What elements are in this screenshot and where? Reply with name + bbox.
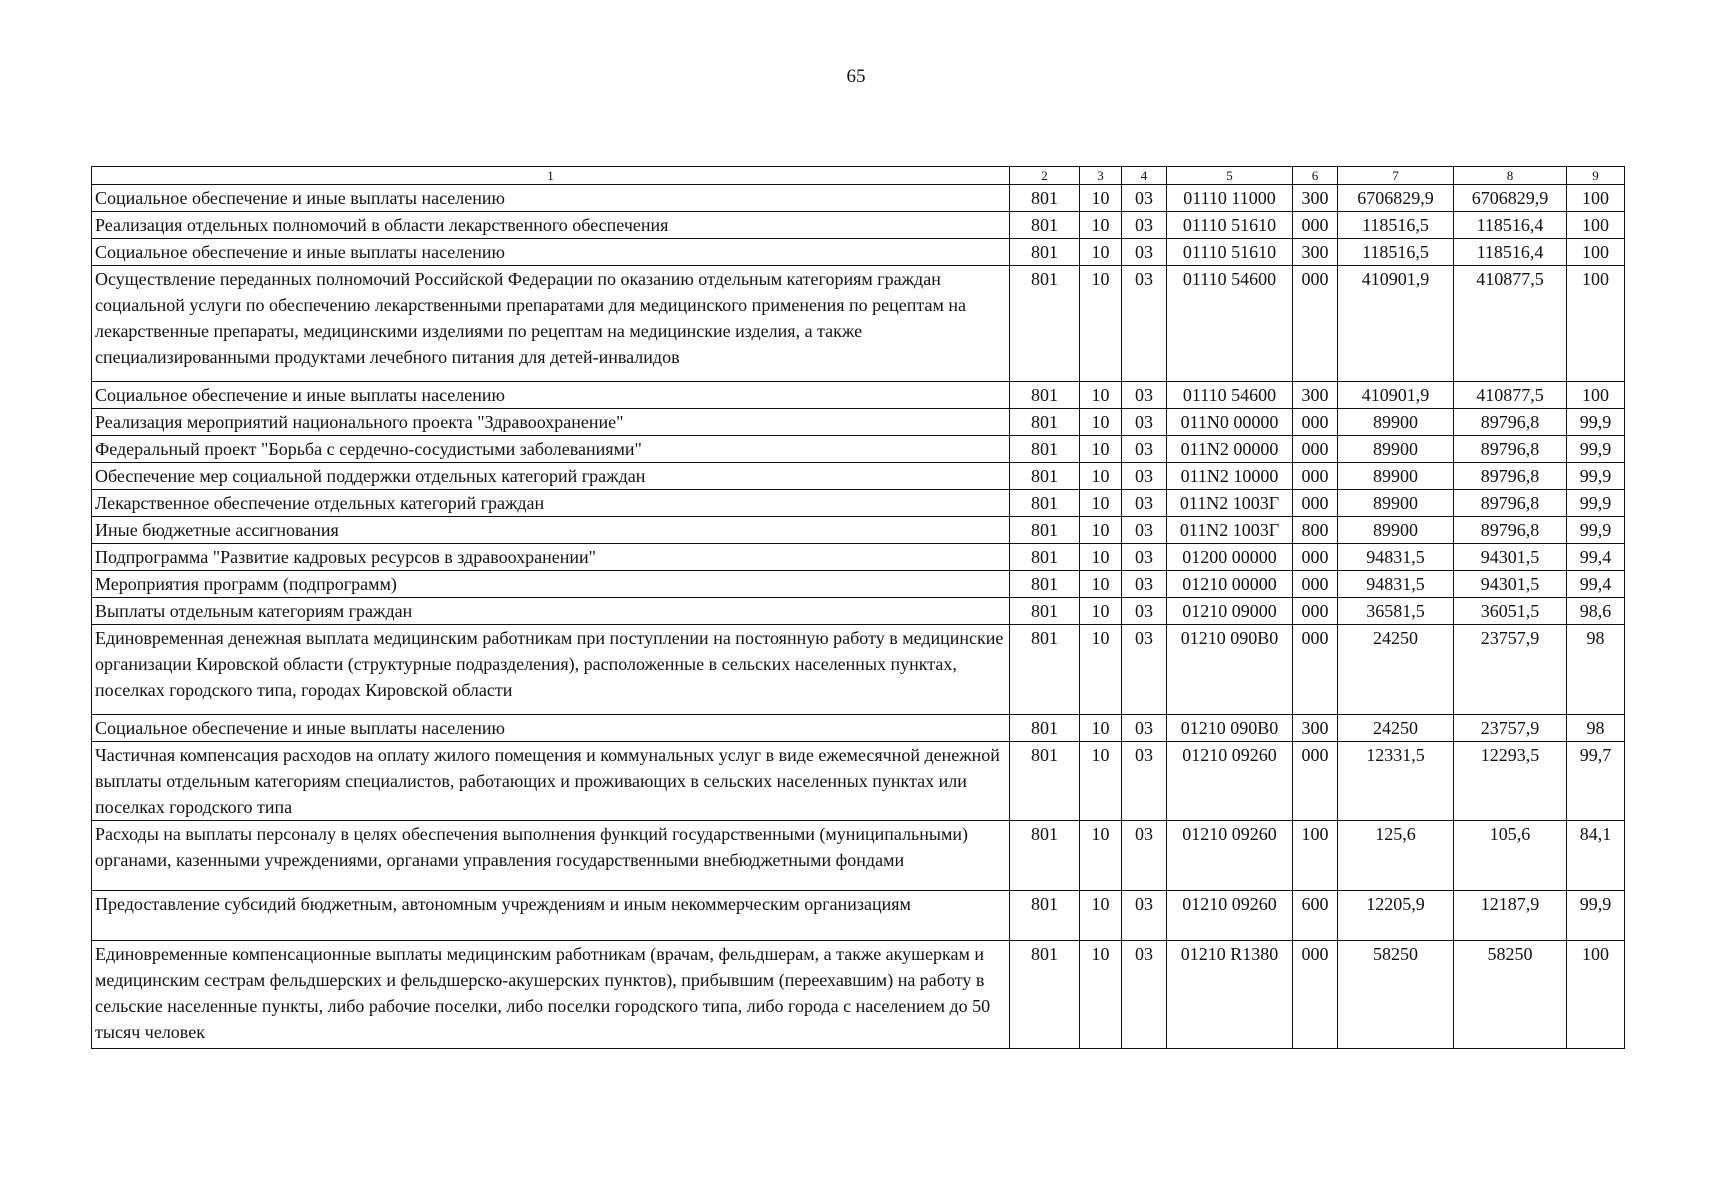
table-row [92, 742, 1625, 821]
cell-percent: 99,9 [1567, 409, 1625, 436]
cell-target-article: 011N2 00000 [1167, 436, 1293, 463]
cell-expense-type: 000 [1293, 490, 1338, 517]
cell-percent: 99,9 [1567, 463, 1625, 490]
cell-planned: 125,6 [1338, 821, 1454, 891]
table-row [92, 239, 1625, 266]
cell-target-article: 01110 51610 [1167, 212, 1293, 239]
cell-percent: 100 [1567, 212, 1625, 239]
cell-section: 10 [1080, 544, 1122, 571]
cell-ministry-code: 801 [1010, 463, 1080, 490]
cell-ministry-code: 801 [1010, 821, 1080, 891]
cell-section: 10 [1080, 212, 1122, 239]
cell-ministry-code: 801 [1010, 239, 1080, 266]
cell-subsection: 03 [1122, 382, 1167, 409]
cell-executed: 89796,8 [1454, 463, 1567, 490]
cell-target-article: 011N2 1003Г [1167, 490, 1293, 517]
table-row [92, 821, 1625, 891]
cell-section: 10 [1080, 239, 1122, 266]
column-header: 4 [1122, 167, 1167, 185]
cell-planned: 36581,5 [1338, 598, 1454, 625]
table-row [92, 715, 1625, 742]
table-row [92, 436, 1625, 463]
cell-ministry-code: 801 [1010, 715, 1080, 742]
column-header: 2 [1010, 167, 1080, 185]
budget-table [91, 166, 1625, 1049]
cell-executed: 118516,4 [1454, 239, 1567, 266]
cell-section: 10 [1080, 715, 1122, 742]
cell-name: Иные бюджетные ассигнования [92, 517, 1010, 544]
cell-subsection: 03 [1122, 625, 1167, 715]
cell-percent: 100 [1567, 185, 1625, 212]
cell-subsection: 03 [1122, 463, 1167, 490]
cell-ministry-code: 801 [1010, 517, 1080, 544]
cell-executed: 94301,5 [1454, 544, 1567, 571]
table-row [92, 941, 1625, 1049]
cell-percent: 99,9 [1567, 436, 1625, 463]
cell-executed: 58250 [1454, 941, 1567, 1049]
table-row [92, 266, 1625, 382]
cell-subsection: 03 [1122, 821, 1167, 891]
cell-percent: 98,6 [1567, 598, 1625, 625]
cell-executed: 105,6 [1454, 821, 1567, 891]
cell-name: Единовременная денежная выплата медицинским работникам при поступлении на постоянную работу в медицинские организации Кировской области (структурные подразделения), расположенные в сельских населенных пунктах, поселках городского типа, городах Кировской области [92, 625, 1010, 715]
cell-target-article: 01210 090В0 [1167, 625, 1293, 715]
cell-expense-type: 000 [1293, 212, 1338, 239]
cell-name: Социальное обеспечение и иные выплаты населению [92, 382, 1010, 409]
cell-executed: 94301,5 [1454, 571, 1567, 598]
cell-executed: 6706829,9 [1454, 185, 1567, 212]
cell-name: Выплаты отдельным категориям граждан [92, 598, 1010, 625]
column-header: 7 [1338, 167, 1454, 185]
cell-planned: 89900 [1338, 463, 1454, 490]
cell-planned: 94831,5 [1338, 571, 1454, 598]
cell-planned: 6706829,9 [1338, 185, 1454, 212]
cell-subsection: 03 [1122, 941, 1167, 1049]
cell-target-article: 01210 09260 [1167, 891, 1293, 941]
cell-name: Социальное обеспечение и иные выплаты населению [92, 185, 1010, 212]
cell-subsection: 03 [1122, 598, 1167, 625]
cell-percent: 84,1 [1567, 821, 1625, 891]
cell-name: Федеральный проект "Борьба с сердечно-сосудистыми заболеваниями" [92, 436, 1010, 463]
cell-percent: 98 [1567, 715, 1625, 742]
cell-planned: 12331,5 [1338, 742, 1454, 821]
cell-name: Подпрограмма "Развитие кадровых ресурсов в здравоохранении" [92, 544, 1010, 571]
cell-section: 10 [1080, 266, 1122, 382]
cell-subsection: 03 [1122, 409, 1167, 436]
cell-target-article: 01210 09260 [1167, 742, 1293, 821]
cell-planned: 24250 [1338, 715, 1454, 742]
cell-name: Лекарственное обеспечение отдельных категорий граждан [92, 490, 1010, 517]
cell-percent: 99,9 [1567, 891, 1625, 941]
cell-planned: 94831,5 [1338, 544, 1454, 571]
column-header: 1 [92, 167, 1010, 185]
cell-expense-type: 600 [1293, 891, 1338, 941]
cell-expense-type: 300 [1293, 239, 1338, 266]
cell-planned: 410901,9 [1338, 266, 1454, 382]
cell-expense-type: 000 [1293, 266, 1338, 382]
table-row [92, 598, 1625, 625]
cell-ministry-code: 801 [1010, 598, 1080, 625]
column-header: 5 [1167, 167, 1293, 185]
cell-name: Расходы на выплаты персоналу в целях обеспечения выполнения функций государственными (муниципальными) органами, казенными учреждениями, органами управления государственными внебюджетными фондами [92, 821, 1010, 891]
cell-name: Реализация мероприятий национального проекта "Здравоохранение" [92, 409, 1010, 436]
cell-name: Обеспечение мер социальной поддержки отдельных категорий граждан [92, 463, 1010, 490]
cell-target-article: 01200 00000 [1167, 544, 1293, 571]
cell-section: 10 [1080, 517, 1122, 544]
column-header: 3 [1080, 167, 1122, 185]
table-row [92, 212, 1625, 239]
cell-expense-type: 000 [1293, 598, 1338, 625]
cell-target-article: 01110 51610 [1167, 239, 1293, 266]
cell-expense-type: 000 [1293, 625, 1338, 715]
cell-executed: 89796,8 [1454, 490, 1567, 517]
cell-section: 10 [1080, 436, 1122, 463]
cell-percent: 99,4 [1567, 544, 1625, 571]
cell-expense-type: 800 [1293, 517, 1338, 544]
cell-target-article: 01110 11000 [1167, 185, 1293, 212]
cell-expense-type: 000 [1293, 742, 1338, 821]
cell-name: Частичная компенсация расходов на оплату жилого помещения и коммунальных услуг в виде ежемесячной денежной выплаты отдельным категориям специалистов, работающих и проживающих в сельских населенных пунктах или поселках городского типа [92, 742, 1010, 821]
cell-expense-type: 000 [1293, 571, 1338, 598]
table-row [92, 490, 1625, 517]
cell-ministry-code: 801 [1010, 212, 1080, 239]
cell-executed: 89796,8 [1454, 436, 1567, 463]
cell-section: 10 [1080, 625, 1122, 715]
cell-expense-type: 000 [1293, 463, 1338, 490]
table-row [92, 409, 1625, 436]
cell-subsection: 03 [1122, 571, 1167, 598]
cell-section: 10 [1080, 409, 1122, 436]
cell-subsection: 03 [1122, 742, 1167, 821]
table-body [92, 185, 1625, 1049]
cell-section: 10 [1080, 742, 1122, 821]
cell-ministry-code: 801 [1010, 382, 1080, 409]
page-number: 65 [846, 66, 866, 87]
cell-name: Предоставление субсидий бюджетным, автономным учреждениям и иным некоммерческим организациям [92, 891, 1010, 941]
cell-name: Социальное обеспечение и иные выплаты населению [92, 239, 1010, 266]
cell-ministry-code: 801 [1010, 409, 1080, 436]
cell-planned: 118516,5 [1338, 239, 1454, 266]
cell-section: 10 [1080, 821, 1122, 891]
table-row [92, 625, 1625, 715]
cell-executed: 118516,4 [1454, 212, 1567, 239]
cell-ministry-code: 801 [1010, 490, 1080, 517]
table-row [92, 382, 1625, 409]
cell-ministry-code: 801 [1010, 185, 1080, 212]
table-header-row [92, 167, 1625, 185]
cell-planned: 12205,9 [1338, 891, 1454, 941]
cell-subsection: 03 [1122, 544, 1167, 571]
cell-planned: 410901,9 [1338, 382, 1454, 409]
cell-name: Осуществление переданных полномочий Российской Федерации по оказанию отдельным категориям граждан социальной услуги по обеспечению лекарственными препаратами для медицинского применения по рецептам на лекарственные препараты, медицинскими изделиями по рецептам на медицинские изделия, а также специализированными продуктами лечебного питания для детей-инвалидов [92, 266, 1010, 382]
cell-name: Социальное обеспечение и иные выплаты населению [92, 715, 1010, 742]
cell-planned: 89900 [1338, 490, 1454, 517]
cell-expense-type: 000 [1293, 941, 1338, 1049]
cell-expense-type: 300 [1293, 382, 1338, 409]
cell-target-article: 011N0 00000 [1167, 409, 1293, 436]
cell-ministry-code: 801 [1010, 742, 1080, 821]
cell-target-article: 011N2 10000 [1167, 463, 1293, 490]
cell-subsection: 03 [1122, 517, 1167, 544]
cell-percent: 99,4 [1567, 571, 1625, 598]
column-header: 6 [1293, 167, 1338, 185]
cell-percent: 98 [1567, 625, 1625, 715]
cell-expense-type: 300 [1293, 185, 1338, 212]
table-row [92, 891, 1625, 941]
cell-subsection: 03 [1122, 490, 1167, 517]
cell-percent: 99,9 [1567, 517, 1625, 544]
cell-subsection: 03 [1122, 436, 1167, 463]
cell-executed: 410877,5 [1454, 382, 1567, 409]
cell-planned: 89900 [1338, 517, 1454, 544]
cell-ministry-code: 801 [1010, 436, 1080, 463]
column-header: 8 [1454, 167, 1567, 185]
cell-subsection: 03 [1122, 239, 1167, 266]
cell-executed: 36051,5 [1454, 598, 1567, 625]
cell-percent: 99,7 [1567, 742, 1625, 821]
cell-expense-type: 100 [1293, 821, 1338, 891]
table-row [92, 571, 1625, 598]
cell-planned: 89900 [1338, 436, 1454, 463]
cell-target-article: 011N2 1003Г [1167, 517, 1293, 544]
cell-percent: 100 [1567, 382, 1625, 409]
cell-percent: 100 [1567, 239, 1625, 266]
cell-executed: 410877,5 [1454, 266, 1567, 382]
cell-percent: 100 [1567, 266, 1625, 382]
cell-name: Единовременные компенсационные выплаты медицинским работникам (врачам, фельдшерам, а также акушеркам и медицинским сестрам фельдшерских и фельдшерско-акушерских пунктов), прибывшим (переехавшим) на работу в сельские населенные пункты, либо рабочие поселки, либо поселки городского типа, либо города с населением до 50 тысяч человек [92, 941, 1010, 1049]
cell-subsection: 03 [1122, 715, 1167, 742]
cell-section: 10 [1080, 382, 1122, 409]
cell-target-article: 01110 54600 [1167, 266, 1293, 382]
cell-executed: 23757,9 [1454, 715, 1567, 742]
cell-subsection: 03 [1122, 212, 1167, 239]
cell-executed: 89796,8 [1454, 517, 1567, 544]
cell-planned: 89900 [1338, 409, 1454, 436]
table-row [92, 463, 1625, 490]
cell-executed: 23757,9 [1454, 625, 1567, 715]
cell-name: Реализация отдельных полномочий в области лекарственного обеспечения [92, 212, 1010, 239]
cell-ministry-code: 801 [1010, 571, 1080, 598]
cell-target-article: 01210 09000 [1167, 598, 1293, 625]
cell-ministry-code: 801 [1010, 266, 1080, 382]
cell-ministry-code: 801 [1010, 544, 1080, 571]
cell-target-article: 01110 54600 [1167, 382, 1293, 409]
cell-executed: 89796,8 [1454, 409, 1567, 436]
cell-section: 10 [1080, 490, 1122, 517]
cell-ministry-code: 801 [1010, 941, 1080, 1049]
table-row [92, 544, 1625, 571]
table-row [92, 185, 1625, 212]
cell-planned: 24250 [1338, 625, 1454, 715]
cell-section: 10 [1080, 571, 1122, 598]
cell-name: Мероприятия программ (подпрограмм) [92, 571, 1010, 598]
cell-percent: 99,9 [1567, 490, 1625, 517]
cell-target-article: 01210 09260 [1167, 821, 1293, 891]
cell-percent: 100 [1567, 941, 1625, 1049]
cell-target-article: 01210 00000 [1167, 571, 1293, 598]
cell-expense-type: 000 [1293, 409, 1338, 436]
cell-expense-type: 300 [1293, 715, 1338, 742]
table-row [92, 517, 1625, 544]
cell-expense-type: 000 [1293, 436, 1338, 463]
cell-section: 10 [1080, 891, 1122, 941]
cell-section: 10 [1080, 185, 1122, 212]
cell-planned: 58250 [1338, 941, 1454, 1049]
cell-section: 10 [1080, 463, 1122, 490]
cell-target-article: 01210 R1380 [1167, 941, 1293, 1049]
cell-section: 10 [1080, 941, 1122, 1049]
column-header: 9 [1567, 167, 1625, 185]
cell-expense-type: 000 [1293, 544, 1338, 571]
cell-subsection: 03 [1122, 266, 1167, 382]
cell-subsection: 03 [1122, 891, 1167, 941]
cell-ministry-code: 801 [1010, 625, 1080, 715]
cell-target-article: 01210 090В0 [1167, 715, 1293, 742]
cell-section: 10 [1080, 598, 1122, 625]
cell-subsection: 03 [1122, 185, 1167, 212]
cell-ministry-code: 801 [1010, 891, 1080, 941]
cell-executed: 12187,9 [1454, 891, 1567, 941]
cell-executed: 12293,5 [1454, 742, 1567, 821]
cell-planned: 118516,5 [1338, 212, 1454, 239]
